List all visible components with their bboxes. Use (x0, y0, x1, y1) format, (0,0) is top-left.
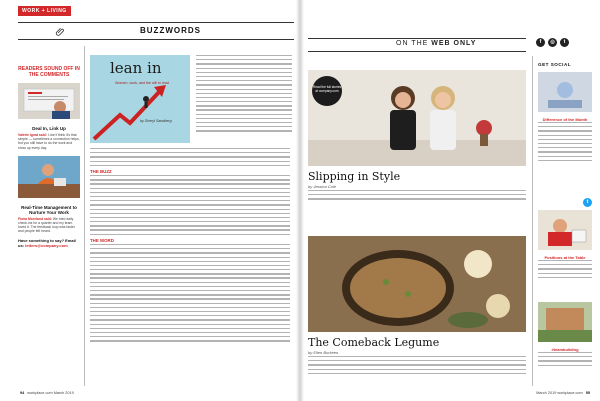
left-footer (18, 391, 74, 395)
read-more-badge[interactable]: Read the full stories at company.com (312, 76, 342, 106)
right-footer (536, 391, 592, 395)
sidebar-comment-2 (18, 217, 80, 234)
social-item-1-text (538, 122, 592, 161)
sidebar-comment-1 (18, 133, 80, 150)
article-paragraph-2 (90, 175, 290, 235)
social-item-2 (538, 210, 592, 281)
left-footer-site: workplace.com (27, 391, 53, 395)
sidebar-cta-email[interactable]: letters@company.com (25, 242, 68, 248)
right-title-main: WEB ONLY (431, 40, 477, 47)
article-body (90, 148, 290, 344)
article-subhead-2: THE WORD (90, 237, 114, 243)
article-subhead-1: THE BUZZ (90, 169, 112, 175)
sidebar-caption-1: Deal In, Link Up (32, 126, 66, 131)
social-item-3 (538, 302, 592, 369)
social-photo-3 (538, 302, 592, 342)
twitter-icon[interactable]: t (560, 38, 569, 47)
right-title-prefix: ON THE (396, 40, 429, 47)
comment-text-1: I don't think it's that simple — sometimes a connection helps, but you still have to do the work and show up every day. (18, 133, 80, 150)
networking-photo (18, 83, 80, 119)
paperclip-icon (55, 26, 65, 36)
book-subtitle: Women, work, and the will to lead (115, 81, 169, 85)
facebook-icon[interactable]: f (536, 38, 545, 47)
social-icons (536, 38, 569, 47)
instagram-icon[interactable]: ◎ (548, 38, 557, 47)
story1-body (308, 190, 526, 203)
article-intro-text (196, 55, 292, 135)
twitter-icon[interactable]: t (583, 198, 592, 207)
column-divider (84, 46, 85, 386)
get-social-heading: GET SOCIAL (538, 62, 572, 67)
article-paragraph-3 (90, 244, 290, 342)
story2-headline[interactable]: The Comeback Legume (308, 336, 440, 349)
book-title: lean in (110, 59, 162, 77)
sidebar-heading: READERS SOUND OFF IN THE COMMENTS (18, 66, 80, 78)
book-cover-image (90, 55, 190, 143)
right-footer-site: workplace.com (557, 391, 583, 395)
right-page (300, 0, 600, 401)
story1-headline[interactable]: Slipping in Style (308, 170, 401, 183)
social-item-1 (538, 72, 592, 164)
legume-dish-photo (308, 236, 526, 332)
right-page-number: 95 (585, 391, 590, 395)
right-footer-date: March 2019 (536, 391, 557, 395)
section-title: BUZZWORDS (140, 26, 201, 35)
social-photo-1 (538, 72, 592, 112)
article-paragraph-1 (90, 148, 290, 166)
social-item-2-title: Positions at the Table (544, 255, 586, 260)
sidebar-caption-2: Real-Time Management to Nurture Your Work (21, 204, 77, 215)
right-section-title (396, 40, 476, 47)
reader-comments-sidebar (18, 46, 80, 248)
section-tab: WORK + LIVING (18, 6, 71, 16)
left-page-number: 94 (20, 391, 25, 395)
story1-byline: by Jessica Cole (308, 184, 337, 189)
sidebar-cta-text: Have something to say? Email us: (18, 237, 76, 248)
comment-reader-1: Valerie Ignat said: (18, 133, 47, 137)
right-column-divider (532, 56, 533, 386)
social-photo-2 (538, 210, 592, 250)
left-footer-date: March 2019 (53, 391, 74, 395)
comment-reader-2: Fiona Moreland said: (18, 216, 52, 221)
social-item-3-text (538, 352, 592, 366)
comment-text-2: We tried daily check-ins for a quarter and my team loved it. The feedback loop was faster and people felt heard. (18, 216, 75, 234)
sidebar-cta (18, 238, 80, 248)
manager-photo (18, 156, 80, 198)
story2-body (308, 356, 526, 377)
social-item-1-title: Difference of the Month (542, 117, 588, 122)
spine-gutter (296, 0, 304, 401)
story2-byline: by Ellen Burkeen (308, 350, 339, 355)
book-author: by Sheryl Sandberg (140, 119, 172, 123)
social-item-2-text (538, 260, 592, 278)
social-item-3-title: #teambuilding (551, 347, 579, 352)
